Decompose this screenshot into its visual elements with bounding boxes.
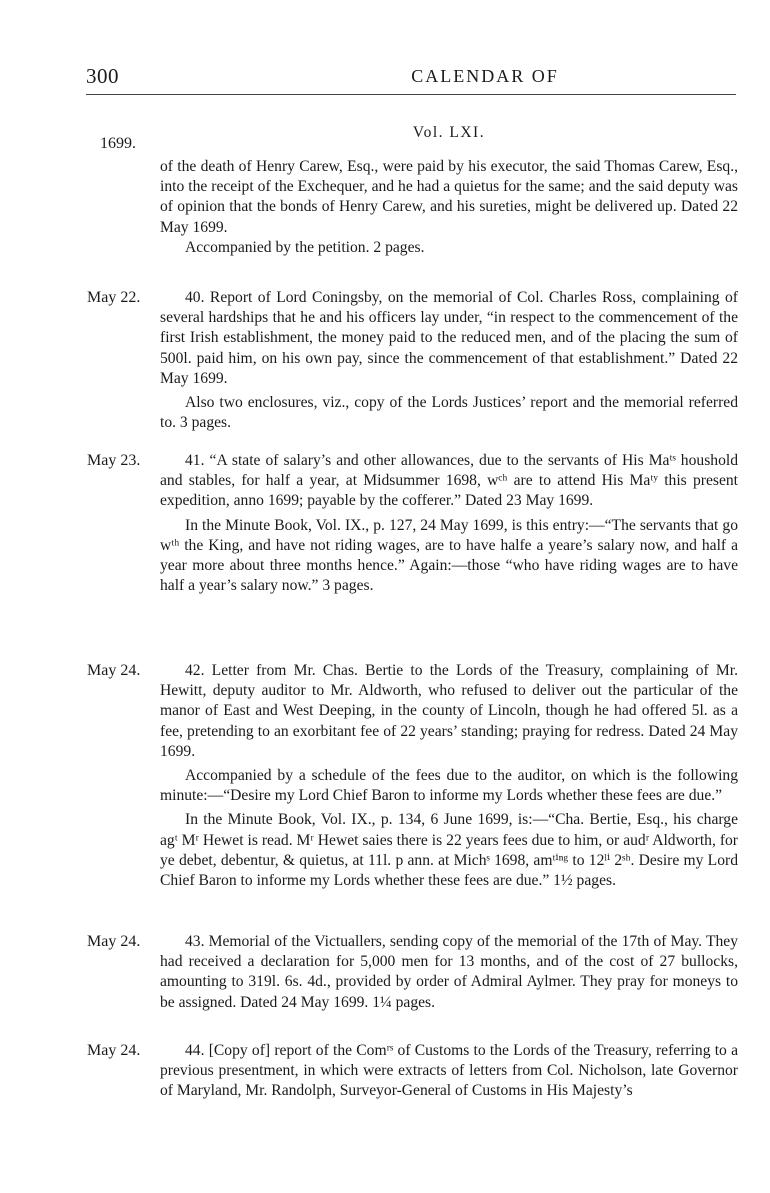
entry-44: [160, 1041, 738, 1102]
entry-paragraph: Accompanied by the petition. 2 pages.: [185, 238, 425, 256]
entry-paragraph: Also two enclosures, viz., copy of the Lords Justices’ report and the memorial referred to. 3 pages.: [160, 394, 738, 432]
running-head: CALENDAR OF: [411, 66, 559, 86]
header-rule: [86, 94, 736, 95]
entry-paragraph: Accompanied by a schedule of the fees due to the auditor, on which is the following minute:—“Desire my Lord Chief Baron to informe my Lords whether these fees are due.”: [160, 767, 738, 805]
entry-paragraph: 41. “A state of salary’s and other allowances, due to the servants of His Maᵗˢ houshold and stables, for half a year, at Midsummer 1698, wᶜʰ are to attend His Maᵗʸ this present expedition, anno 1699; payable by the cofferer.” Dated 23 May 1699.: [160, 452, 738, 510]
entry-paragraph: 42. Letter from Mr. Chas. Bertie to the Lords of the Treasury, complaining of Mr. Hewitt, deputy auditor to Mr. Aldworth, who refused to deliver out the particular of the manor of East and West Deeping, in the county of Lincoln, though he had offered 5l. as a fee, pretending to an exorbitant fee of 22 years’ standing; praying for redress. Dated 24 May 1699.: [160, 662, 738, 760]
volume-heading: Vol. LXI.: [412, 124, 486, 141]
entry-41: [160, 451, 738, 596]
entry-paragraph: of the death of Henry Carew, Esq., were paid by his executor, the said Thomas Carew, Esq., into the receipt of the Exchequer, and he had a quietus for the same; and the said deputy was of opinion that the bonds of Henry Carew, and his sureties, might be delivered up. Dated 22 May 1699.: [160, 158, 738, 236]
year-marker: 1699.: [100, 135, 136, 152]
entry-42: [160, 661, 738, 891]
entry-paragraph: In the Minute Book, Vol. IX., p. 127, 24 May 1699, is this entry:—“The servants that go wᵗʰ the King, and have not riding wages, are to have halfe a yeare’s salary now, and half a year more about three months hence.” Again:—those “who have riding wages are to have half a year’s salary now.” 3 pages.: [160, 516, 738, 595]
entry-date: May 24.: [87, 933, 141, 950]
entry-paragraph: 44. [Copy of] report of the Comʳˢ of Customs to the Lords of the Treasury, referring to a previous presentment, in which were extracts of letters from Col. Nicholson, late Governor of Maryland, Mr. Randolph, Surveyor-General of Customs in His Majesty’s: [160, 1042, 738, 1100]
entry-date: May 24.: [87, 1042, 141, 1059]
entry-date: May 22.: [87, 289, 141, 306]
entry-43: [160, 932, 738, 1013]
entry-paragraph: In the Minute Book, Vol. IX., p. 134, 6 June 1699, is:—“Cha. Bertie, Esq., his charge agᵗ Mʳ Hewet is read. Mʳ Hewet saies there is 22 years fees due to him, or audʳ Aldworth, for ye debet, debentur, & quietus, at 11l. p ann. at Michˢ 1698, amᵗⁱⁿᵍ to 12ˡⁱ 2ˢʰ. Desire my Lord Chief Baron to informe my Lords whether these fees are due.” 1½ pages.: [160, 811, 738, 890]
entry-continuation: [160, 157, 738, 258]
entry-date: May 23.: [87, 452, 141, 469]
page-number: 300: [86, 64, 119, 88]
entry-date: May 24.: [87, 662, 141, 679]
entry-40: [160, 288, 738, 433]
entry-paragraph: 43. Memorial of the Victuallers, sending copy of the memorial of the 17th of May. They had received a declaration for 5,000 men for 13 months, and of the cost of 27 bullocks, amounting to 319l. 6s. 4d., provided by order of Admiral Aylmer. They pray for moneys to be assigned. Dated 24 May 1699. 1¼ pages.: [160, 933, 738, 1011]
entry-paragraph: 40. Report of Lord Coningsby, on the memorial of Col. Charles Ross, complaining of several hardships that he and his officers lay under, “in respect to the commencement of the first Irish establishment, the money paid to the reduced men, and of the placing the sum of 500l. paid him, on his own pay, since the commencement of that establishment.” Dated 22 May 1699.: [160, 289, 738, 387]
